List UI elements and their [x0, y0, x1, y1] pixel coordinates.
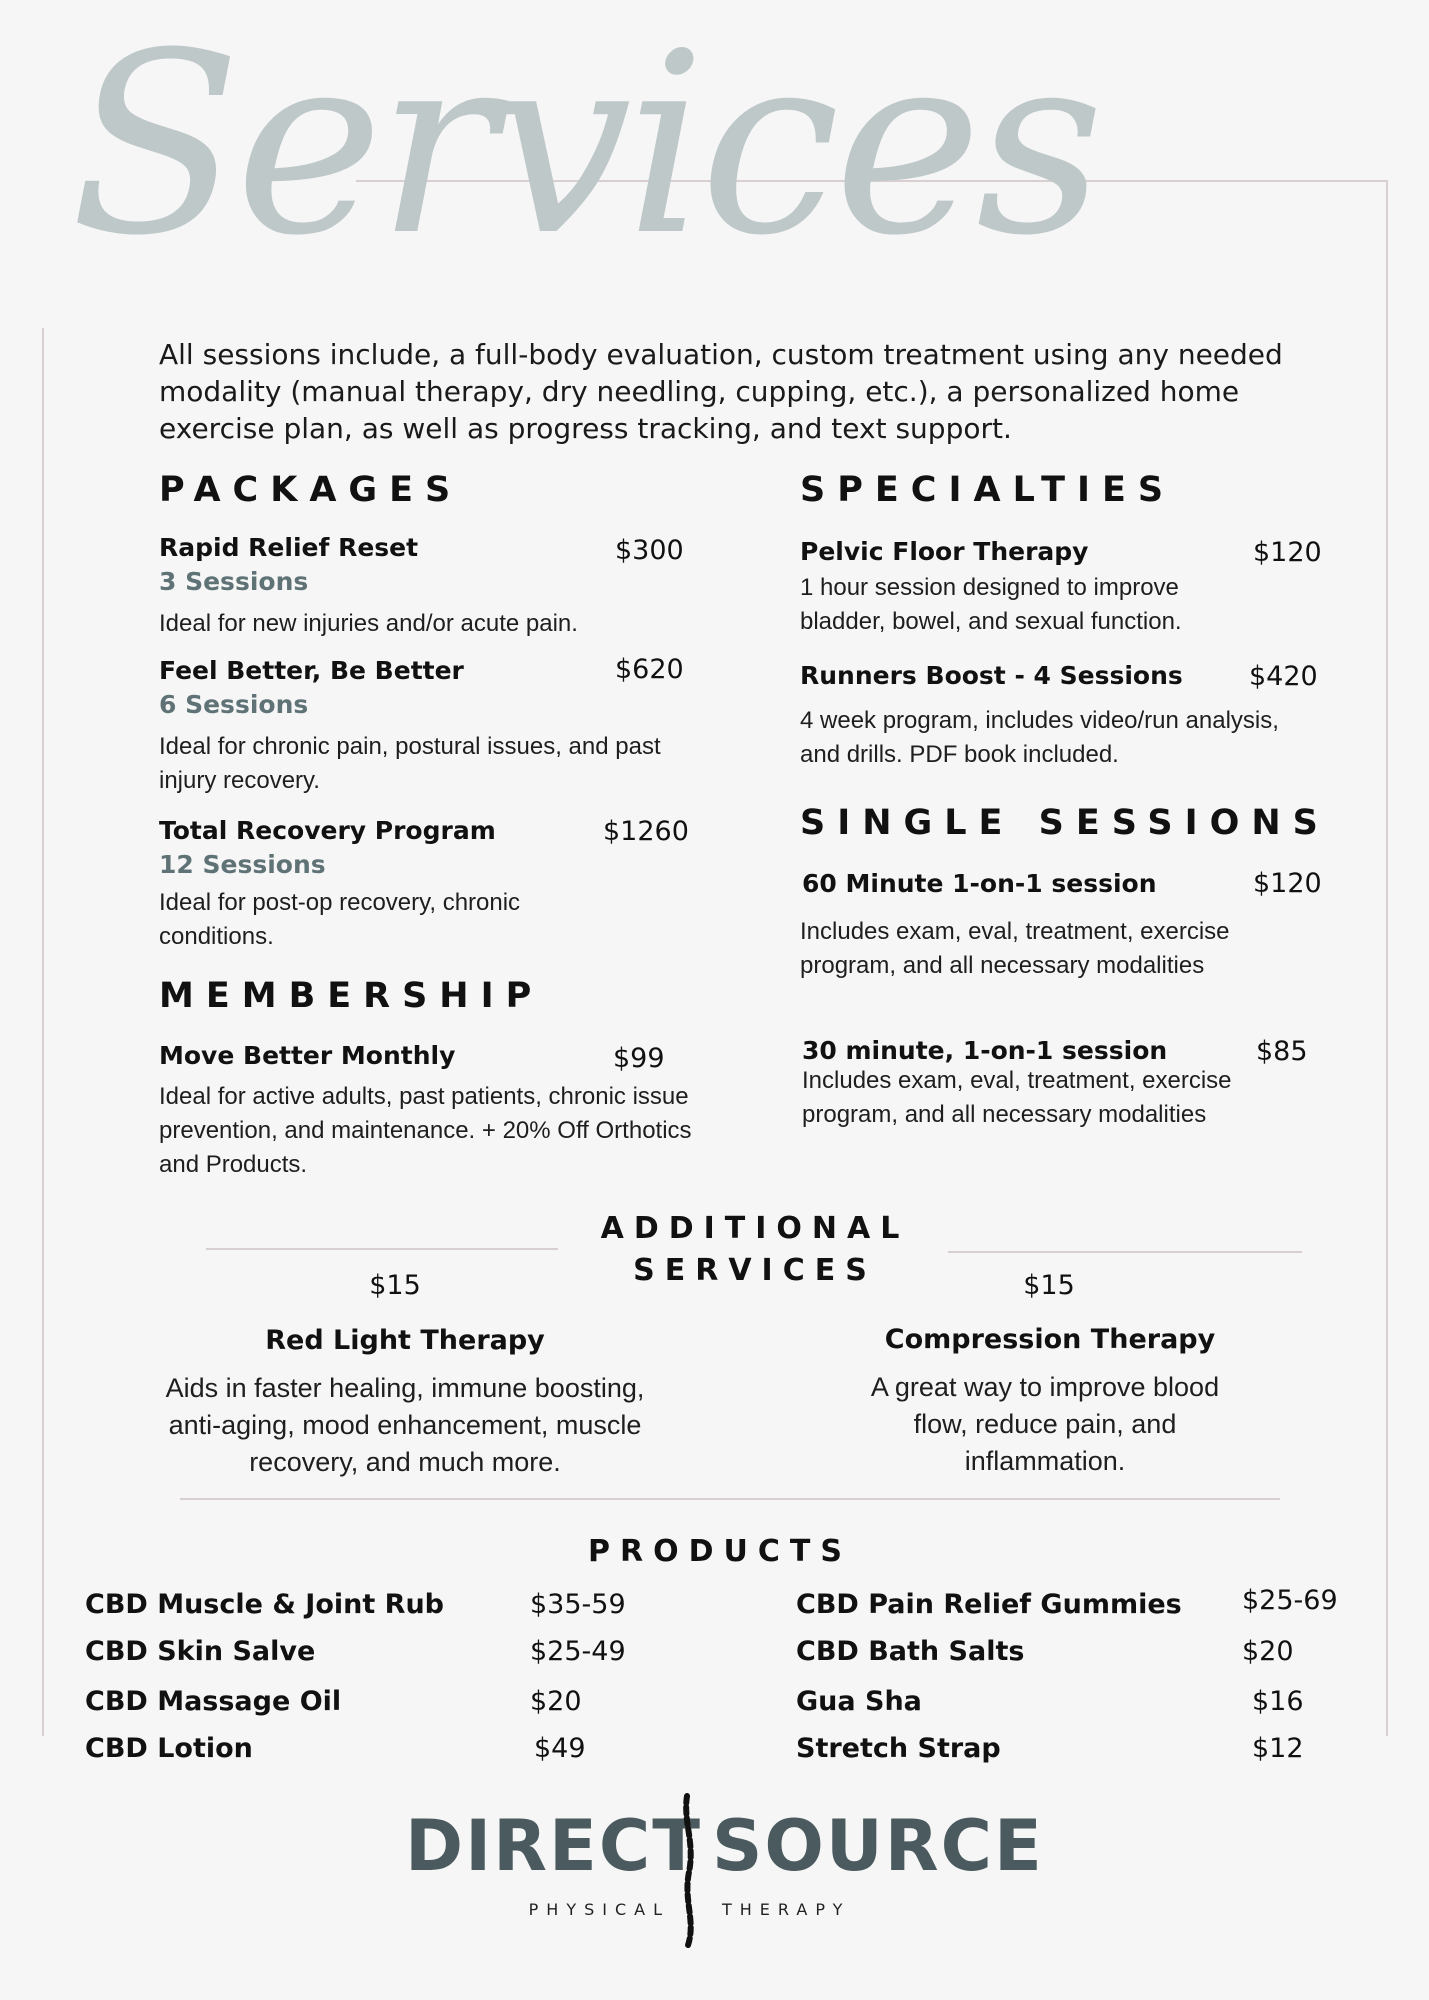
specialty-desc: 4 week program, includes video/run analysis, and drills. PDF book included. — [800, 707, 1279, 768]
product-name: CBD Bath Salts — [796, 1636, 1025, 1667]
additional-desc: Aids in faster healing, immune boosting, anti-aging, mood enhancement, muscle recovery, and much more. — [165, 1373, 645, 1477]
product-name: CBD Muscle & Joint Rub — [85, 1589, 445, 1620]
product-price: $20 — [1242, 1636, 1294, 1667]
package-sessions: 6 Sessions — [159, 690, 309, 719]
session-price: $120 — [1253, 868, 1322, 899]
session-desc: Includes exam, eval, treatment, exercise program, and all necessary modalities — [800, 918, 1230, 979]
frame-line-right — [1386, 180, 1388, 1736]
session-name: 60 Minute 1-on-1 session — [802, 869, 1157, 898]
package-price: $620 — [615, 654, 684, 685]
logo-sub-therapy: THERAPY — [722, 1900, 851, 1919]
package-desc: Ideal for chronic pain, postural issues, and past injury recovery. — [159, 733, 661, 794]
product-name: CBD Lotion — [85, 1733, 253, 1764]
additional-name: Red Light Therapy — [265, 1325, 545, 1356]
package-desc: Ideal for new injuries and/or acute pain. — [159, 610, 578, 637]
product-price: $25-49 — [530, 1636, 626, 1667]
product-name: CBD Skin Salve — [85, 1636, 316, 1667]
logo-word-direct: DIRECT — [405, 1805, 702, 1887]
product-name: Stretch Strap — [796, 1733, 1001, 1764]
additional-heading-line2: SERVICES — [633, 1253, 877, 1288]
specialties-heading: SPECIALTIES — [800, 470, 1176, 510]
divider — [206, 1248, 558, 1250]
package-name: Total Recovery Program — [159, 816, 496, 845]
specialty-name: Runners Boost - 4 Sessions — [800, 661, 1183, 690]
product-price: $12 — [1252, 1733, 1304, 1764]
membership-name: Move Better Monthly — [159, 1041, 456, 1070]
product-price: $49 — [534, 1733, 586, 1764]
membership-heading: MEMBERSHIP — [159, 976, 544, 1016]
additional-heading — [590, 1208, 920, 1292]
package-sessions: 3 Sessions — [159, 567, 309, 596]
package-name: Rapid Relief Reset — [159, 533, 419, 562]
divider — [948, 1251, 1302, 1253]
additional-price: $15 — [369, 1270, 421, 1301]
product-price: $25-69 — [1242, 1585, 1338, 1616]
session-price: $85 — [1256, 1036, 1308, 1067]
divider — [180, 1498, 1280, 1500]
product-name: CBD Pain Relief Gummies — [796, 1589, 1182, 1620]
page-title: Services — [70, 0, 1099, 290]
products-heading: PRODUCTS — [588, 1534, 852, 1569]
single-sessions-heading: SINGLE SESSIONS — [800, 803, 1330, 843]
specialty-price: $420 — [1249, 661, 1318, 692]
additional-name: Compression Therapy — [884, 1324, 1216, 1355]
specialty-name: Pelvic Floor Therapy — [800, 537, 1089, 566]
package-sessions: 12 Sessions — [159, 850, 326, 879]
product-price: $16 — [1252, 1686, 1304, 1717]
specialty-price: $120 — [1253, 537, 1322, 568]
spine-logo-icon — [673, 1792, 707, 1952]
package-price: $300 — [615, 535, 684, 566]
session-desc: Includes exam, eval, treatment, exercise program, and all necessary modalities — [802, 1067, 1232, 1128]
membership-desc: Ideal for active adults, past patients, chronic issue prevention, and maintenance. + 20% Off Orthotics and Products. — [159, 1083, 692, 1178]
package-name: Feel Better, Be Better — [159, 656, 464, 685]
frame-line-left — [42, 328, 44, 1736]
package-price: $1260 — [603, 816, 689, 847]
additional-price: $15 — [1023, 1270, 1075, 1301]
logo-word-source: SOURCE — [712, 1805, 1044, 1887]
packages-heading: PACKAGES — [159, 470, 463, 510]
membership-price: $99 — [613, 1043, 665, 1074]
product-name: CBD Massage Oil — [85, 1686, 342, 1717]
additional-heading-line1: ADDITIONAL — [600, 1211, 910, 1246]
additional-desc: A great way to improve blood flow, reduce pain, and inflammation. — [870, 1372, 1220, 1476]
specialty-desc: 1 hour session designed to improve bladder, bowel, and sexual function. — [800, 574, 1182, 635]
product-price: $35-59 — [530, 1589, 626, 1620]
package-desc: Ideal for post-op recovery, chronic conditions. — [159, 889, 521, 950]
intro-text: All sessions include, a full-body evaluation, custom treatment using any needed modality (manual therapy, dry needling, cupping, etc.), a personalized home exercise plan, as well as progress tracking, and text support. — [159, 338, 1283, 445]
session-name: 30 minute, 1-on-1 session — [802, 1036, 1168, 1065]
logo-sub-physical: PHYSICAL — [528, 1900, 670, 1919]
product-price: $20 — [530, 1686, 582, 1717]
product-name: Gua Sha — [796, 1686, 922, 1717]
